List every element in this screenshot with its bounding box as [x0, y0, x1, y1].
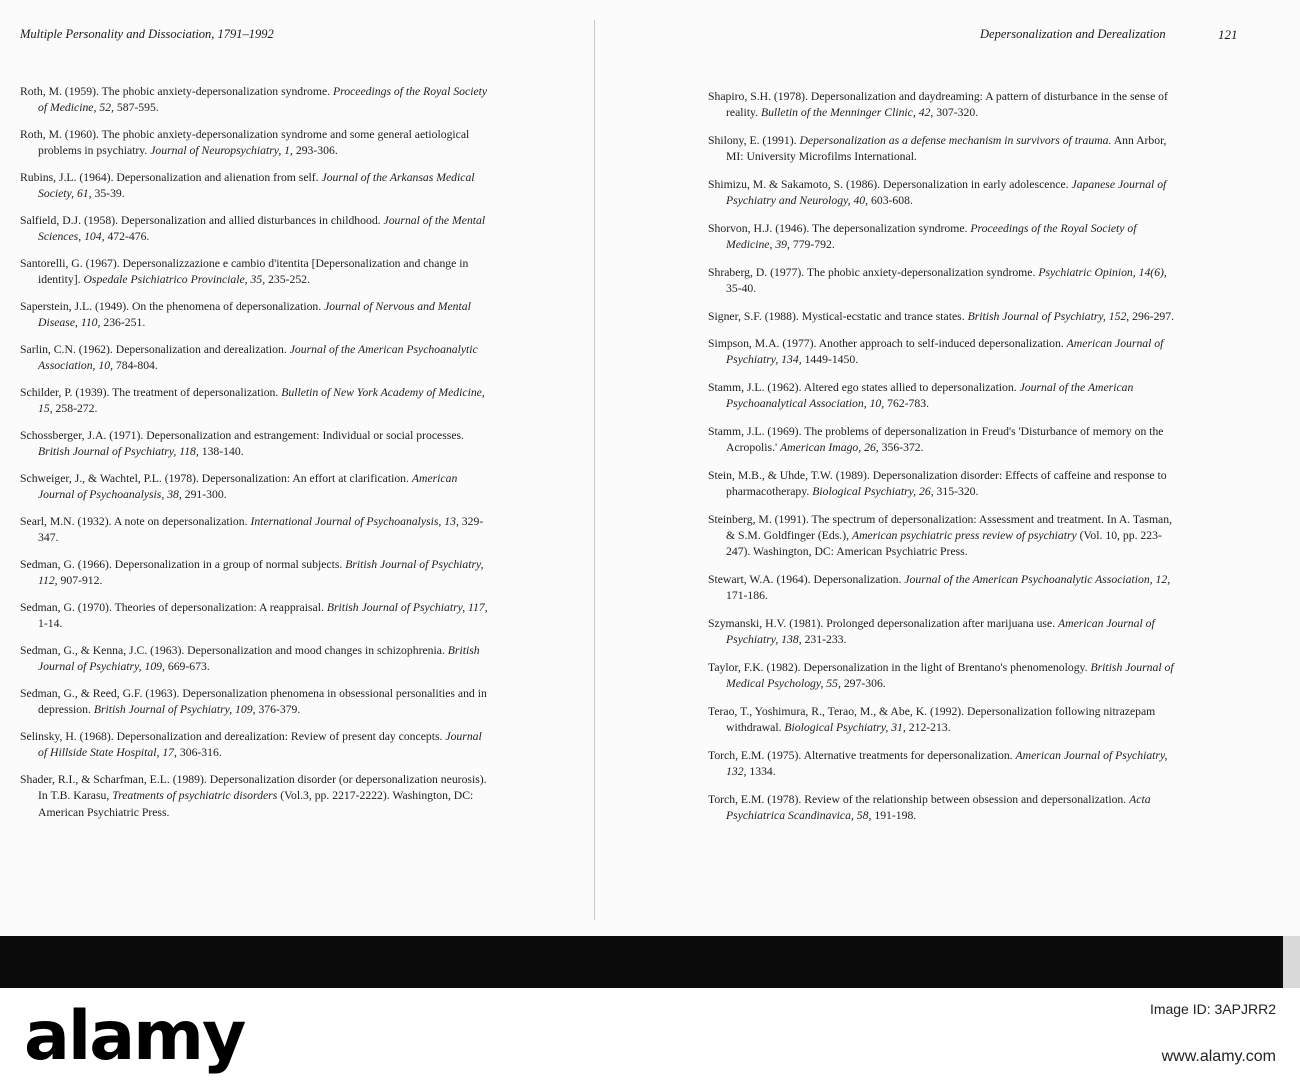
- reference-text: Selinsky, H. (1968). Depersonalization and derealization: Review of present day concepts.: [20, 730, 446, 743]
- left-reference-list: [20, 84, 490, 831]
- reference-source-italic: Ospedale Psichiatrico Provinciale, 35,: [83, 273, 266, 287]
- reference-entry: [708, 572, 1178, 605]
- reference-entry: [708, 748, 1178, 781]
- reference-text: Shraberg, D. (1977). The phobic anxiety-depersonalization syndrome.: [708, 265, 1039, 279]
- reference-text: Sarlin, C.N. (1962). Depersonalization and derealization.: [20, 343, 290, 356]
- right-running-head: Depersonalization and Derealization: [980, 27, 1166, 41]
- reference-text: Stamm, J.L. (1969). The problems of depersonalization in Freud's 'Disturbance of memory on the Acropolis.': [708, 424, 1164, 455]
- reference-pages: 472-476.: [104, 230, 150, 244]
- reference-source-italic: British Journal of Psychiatry, 109,: [38, 644, 480, 674]
- reference-source-italic: Journal of Hillside State Hospital, 17,: [38, 730, 482, 760]
- reference-text: Shilony, E. (1991).: [708, 133, 800, 147]
- reference-pages: 376-379.: [255, 703, 301, 717]
- page-number: 121: [1218, 27, 1238, 42]
- reference-pages: 779-792.: [789, 238, 835, 252]
- reference-text: Stein, M.B., & Uhde, T.W. (1989). Depersonalization disorder: Effects of caffeine and response to pharmacotherapy.: [708, 468, 1167, 499]
- reference-pages: (Vol. 10, pp. 223-247). Washington, DC: American Psychiatric Press.: [726, 529, 1162, 559]
- reference-text: Shorvon, H.J. (1946). The depersonalization syndrome.: [708, 221, 971, 235]
- reference-pages: 315-320.: [933, 485, 979, 499]
- reference-entry: [20, 686, 490, 719]
- reference-pages: 235-252.: [265, 273, 310, 287]
- reference-text: Terao, T., Yoshimura, R., Terao, M., & Abe, K. (1992). Depersonalization following nitrazepam withdrawal.: [708, 704, 1156, 735]
- reference-pages: 356-372.: [878, 441, 924, 455]
- reference-source-italic: British Journal of Medical Psychology, 55,: [726, 660, 1174, 691]
- reference-source-italic: Japanese Journal of Psychiatry and Neurology, 40,: [726, 177, 1167, 208]
- reference-pages: 258-272.: [52, 402, 98, 416]
- reference-source-italic: American Journal of Psychiatry, 132,: [726, 748, 1168, 778]
- reference-pages: 1449-1450.: [801, 353, 859, 367]
- reference-entry: [708, 468, 1178, 501]
- reference-source-italic: Proceedings of the Royal Society of Medicine, 39,: [726, 221, 1137, 252]
- reference-source-italic: Bulletin of the Menninger Clinic, 42,: [760, 106, 934, 120]
- reference-text: Taylor, F.K. (1982). Depersonalization in the light of Brentano's phenomenology.: [708, 660, 1091, 674]
- reference-source-italic: American Journal of Psychiatry, 138,: [726, 616, 1155, 647]
- reference-pages: Ann Arbor, MI: University Microfilms International.: [726, 133, 1167, 164]
- reference-text: Rubins, J.L. (1964). Depersonalization and alienation from self.: [20, 171, 322, 184]
- reference-text: Schossberger, J.A. (1971). Depersonalization and estrangement: Individual or social processes.: [20, 429, 464, 442]
- reference-source-italic: Proceedings of the Royal Society of Medicine, 52,: [38, 85, 488, 115]
- reference-source-italic: British Journal of Psychiatry, 152,: [967, 309, 1130, 323]
- reference-source-italic: British Journal of Psychiatry, 112,: [38, 558, 484, 588]
- reference-pages: 784-804.: [113, 359, 158, 373]
- reference-text: Signer, S.F. (1988). Mystical-ecstatic and trance states.: [708, 309, 968, 323]
- reference-source-italic: Acta Psychiatrica Scandinavica, 58,: [726, 792, 1151, 822]
- reference-pages: 1334.: [746, 765, 776, 778]
- reference-entry: [708, 336, 1178, 369]
- reference-entry: [708, 512, 1178, 561]
- reference-text: Schweiger, J., & Wachtel, P.L. (1978). Depersonalization: An effort at clarification.: [20, 472, 412, 485]
- scan-black-band: [0, 936, 1283, 988]
- reference-source-italic: Depersonalization as a defense mechanism in survivors of trauma.: [799, 133, 1112, 147]
- reference-text: Shapiro, S.H. (1978). Depersonalization and daydreaming: A pattern of disturbance in the sense of reality.: [708, 90, 1168, 120]
- reference-pages: 35-40.: [726, 282, 757, 296]
- reference-entry: [20, 213, 490, 246]
- reference-entry: [20, 428, 490, 461]
- reference-entry: [20, 127, 490, 160]
- reference-source-italic: American Imago, 26,: [780, 441, 879, 455]
- reference-text: Santorelli, G. (1967). Depersonalizzazione e cambio d'itentita [Depersonalization and change in identity].: [20, 257, 469, 287]
- reference-text: Simpson, M.A. (1977). Another approach to self-induced depersonalization.: [708, 337, 1067, 351]
- reference-source-italic: Psychiatric Opinion, 14(6),: [1038, 265, 1167, 279]
- left-running-head: Multiple Personality and Dissociation, 1791–1992: [20, 27, 274, 41]
- reference-text: Szymanski, H.V. (1981). Prolonged depersonalization after marijuana use.: [708, 616, 1058, 630]
- reference-entry: [20, 557, 490, 590]
- reference-entry: [20, 170, 490, 203]
- reference-pages: 138-140.: [198, 445, 244, 459]
- reference-text: Roth, M. (1960). The phobic anxiety-depersonalization syndrome and some general aetiological problems in psychiatry.: [20, 128, 470, 158]
- reference-source-italic: Journal of the American Psychoanalytic Association, 10,: [38, 343, 478, 373]
- reference-text: Schilder, P. (1939). The treatment of depersonalization.: [20, 386, 282, 399]
- reference-source-italic: Biological Psychiatry, 31,: [784, 721, 906, 735]
- reference-source-italic: British Journal of Psychiatry, 118,: [38, 445, 199, 459]
- reference-pages: 236-251.: [100, 316, 146, 330]
- reference-entry: [708, 704, 1178, 737]
- page-gutter: [594, 20, 595, 920]
- right-page: [596, 0, 1300, 937]
- reference-entry: [20, 600, 490, 633]
- reference-entry: [708, 380, 1178, 413]
- reference-text: Shimizu, M. & Sakamoto, S. (1986). Depersonalization in early adolescence.: [708, 177, 1072, 191]
- reference-source-italic: International Journal of Psychoanalysis, 13,: [250, 515, 459, 528]
- reference-source-italic: Journal of the American Psychoanalytical Association, 10,: [726, 380, 1134, 411]
- alamy-logo: alamy: [24, 997, 245, 1076]
- reference-source-italic: British Journal of Psychiatry, 117,: [326, 601, 488, 614]
- reference-entry: [708, 616, 1178, 649]
- reference-entry: [708, 309, 1178, 325]
- reference-text: Saperstein, J.L. (1949). On the phenomena of depersonalization.: [20, 300, 325, 313]
- reference-entry: [708, 89, 1178, 122]
- reference-entry: [20, 342, 490, 375]
- watermark-bar: [0, 988, 1300, 1089]
- reference-entry: [20, 385, 490, 418]
- reference-entry: [20, 643, 490, 676]
- reference-pages: 35-39.: [91, 187, 125, 201]
- reference-entry: [20, 471, 490, 504]
- image-id-label: Image ID: 3APJRR2: [1149, 1001, 1276, 1017]
- reference-source-italic: Journal of Neuropsychiatry, 1,: [150, 144, 293, 158]
- reference-source-italic: American Journal of Psychoanalysis, 38,: [38, 472, 458, 502]
- reference-pages: 171-186.: [726, 589, 768, 603]
- scan-edge-strip: [1283, 936, 1300, 988]
- reference-text: Sedman, G. (1970). Theories of depersonalization: A reappraisal.: [20, 601, 327, 614]
- reference-text: Sedman, G., & Reed, G.F. (1963). Depersonalization phenomena in obsessional personalities and in depression.: [20, 687, 487, 717]
- reference-text: Sedman, G., & Kenna, J.C. (1963). Depersonalization and mood changes in schizophrenia.: [20, 644, 448, 657]
- reference-pages: 296-297.: [1129, 309, 1175, 323]
- reference-source-italic: Bulletin of New York Academy of Medicine, 15,: [38, 386, 485, 416]
- reference-text: Torch, E.M. (1978). Review of the relationship between obsession and depersonalization.: [708, 792, 1130, 806]
- reference-source-italic: American psychiatric press review of psychiatry: [851, 529, 1077, 543]
- left-page: [0, 0, 596, 937]
- reference-pages: 212-213.: [905, 721, 951, 735]
- reference-pages: 603-608.: [868, 194, 913, 208]
- reference-text: Shader, R.I., & Scharfman, E.L. (1989). Depersonalization disorder (or depersonalization neurosis). In T.B. Karasu,: [20, 773, 487, 803]
- reference-pages: 291-300.: [181, 488, 227, 502]
- reference-entry: [20, 772, 490, 821]
- reference-text: Stewart, W.A. (1964). Depersonalization.: [708, 572, 905, 586]
- reference-text: Steinberg, M. (1991). The spectrum of depersonalization: Assessment and treatment. In A. Tasman, & S.M. Goldfinger (Eds.),: [708, 512, 1172, 543]
- reference-pages: 306-316.: [176, 746, 222, 760]
- reference-pages: 191-198.: [871, 808, 917, 822]
- reference-pages: 307-320.: [933, 106, 979, 120]
- reference-entry: [708, 221, 1178, 254]
- right-reference-list: [708, 89, 1178, 835]
- reference-source-italic: Journal of the Arkansas Medical Society, 61,: [38, 171, 475, 201]
- reference-source-italic: American Journal of Psychiatry, 134,: [726, 337, 1164, 367]
- reference-source-italic: Journal of the American Psychoanalytic Association, 12,: [904, 572, 1171, 586]
- reference-source-italic: Journal of Nervous and Mental Disease, 110,: [38, 300, 471, 330]
- reference-entry: [708, 660, 1178, 693]
- reference-entry: [708, 424, 1178, 457]
- reference-text: Torch, E.M. (1975). Alternative treatments for depersonalization.: [708, 748, 1016, 762]
- reference-text: Salfield, D.J. (1958). Depersonalization and allied disturbances in childhood.: [20, 214, 384, 227]
- reference-entry: [20, 299, 490, 332]
- reference-pages: 293-306.: [292, 144, 338, 158]
- reference-entry: [20, 729, 490, 762]
- reference-pages: 329-347.: [38, 515, 484, 545]
- reference-entry: [708, 265, 1178, 298]
- reference-text: Stamm, J.L. (1962). Altered ego states allied to depersonalization.: [708, 380, 1020, 394]
- reference-source-italic: Biological Psychiatry, 26,: [812, 485, 934, 499]
- reference-entry: [708, 133, 1178, 166]
- reference-entry: [20, 514, 490, 547]
- reference-pages: 1-14.: [38, 617, 63, 631]
- reference-entry: [708, 177, 1178, 210]
- reference-pages: 231-233.: [801, 633, 847, 647]
- reference-source-italic: British Journal of Psychiatry, 109,: [93, 703, 256, 717]
- reference-pages: 907-912.: [57, 574, 103, 588]
- reference-entry: [708, 792, 1178, 825]
- reference-source-italic: Journal of the Mental Sciences, 104,: [38, 214, 486, 244]
- reference-text: Roth, M. (1959). The phobic anxiety-depersonalization syndrome.: [20, 85, 334, 98]
- reference-pages: 587-595.: [113, 101, 159, 115]
- site-url: www.alamy.com: [1161, 1048, 1276, 1065]
- reference-pages: (Vol.3, pp. 2217-2222). Washington, DC: American Psychiatric Press.: [38, 789, 474, 819]
- reference-pages: 762-783.: [884, 397, 930, 411]
- reference-entry: [20, 84, 490, 117]
- reference-source-italic: Treatments of psychiatric disorders: [112, 789, 278, 803]
- reference-pages: 669-673.: [164, 660, 210, 674]
- reference-entry: [20, 256, 490, 289]
- reference-text: Searl, M.N. (1932). A note on depersonalization.: [20, 515, 251, 528]
- reference-pages: 297-306.: [840, 677, 886, 691]
- reference-text: Sedman, G. (1966). Depersonalization in a group of normal subjects.: [20, 558, 346, 571]
